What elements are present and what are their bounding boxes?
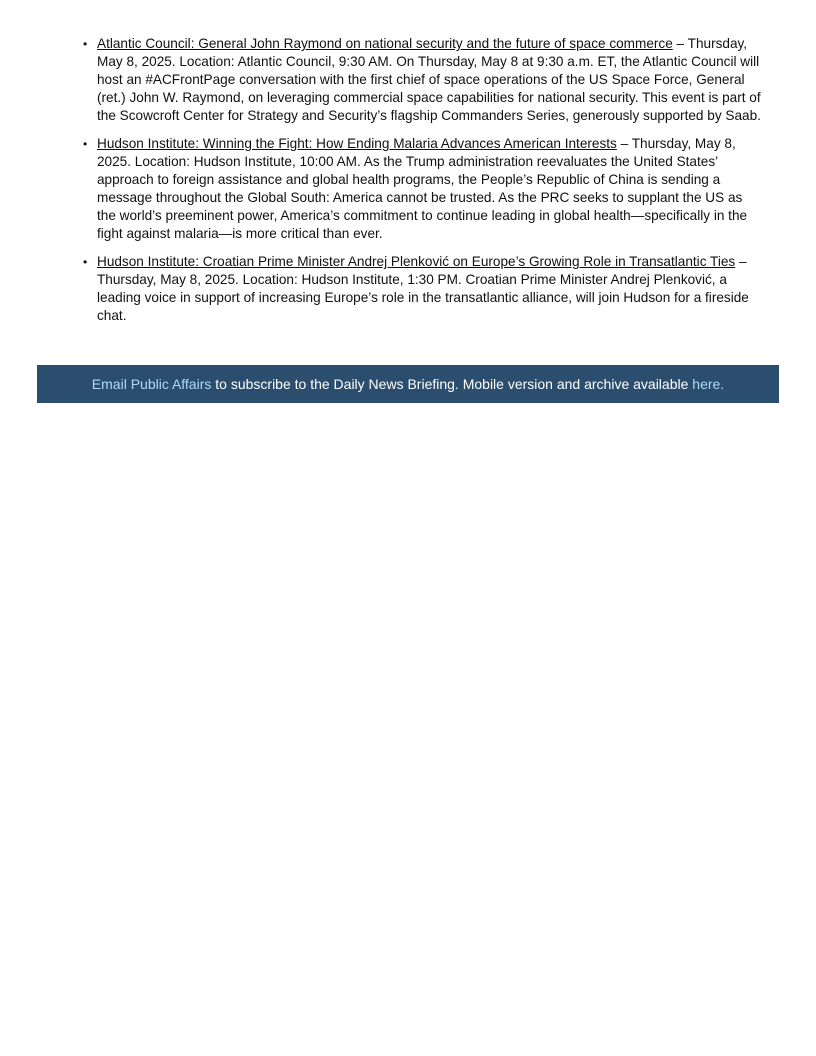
event-item [83,135,761,243]
event-details: – Thursday, May 8, 2025. Location: Atlantic Council, 9:30 AM. On Thursday, May 8 at 9:30 a.m. ET, the Atlantic Council will host an #ACFrontPage conversation with the first chief of space operations of the US Space Force, General (ret.) John W. Raymond, on leveraging commercial space capabilities for national security. This event is part of the Scowcroft Center for Strategy and Security’s flagship Commanders Series, generously supported by Saab. [97,36,761,123]
event-item [83,253,761,325]
event-details: – Thursday, May 8, 2025. Location: Hudson Institute, 10:00 AM. As the Trump administration reevaluates the United States’ approach to foreign assistance and global health programs, the People’s Republic of China is sending a message throughout the Global South: America cannot be trusted. As the PRC seeks to supplant the US as the world’s preeminent power, America’s commitment to continue leading in global health—specifically in the fight against malaria—is more critical than ever. [97,136,748,241]
subscribe-footer-banner [37,365,779,403]
bullet-icon: • [83,137,88,151]
event-title-link[interactable]: Hudson Institute: Winning the Fight: How Ending Malaria Advances American Interests [97,136,617,151]
event-item [83,35,761,125]
event-title-link[interactable]: Atlantic Council: General John Raymond on national security and the future of space commerce [97,36,673,51]
email-public-affairs-link[interactable]: Email Public Affairs [91,376,212,392]
bullet-icon: • [83,255,88,269]
event-details: – Thursday, May 8, 2025. Location: Hudson Institute, 1:30 PM. Croatian Prime Minister Andrej Plenković, a leading voice in support of increasing Europe’s role in the transatlantic alliance, will join Hudson for a fireside chat. [97,254,749,323]
footer-middle-text: to subscribe to the Daily News Briefing. Mobile version and archive available [211,376,693,392]
bullet-icon: • [83,37,88,51]
events-list [83,35,761,335]
archive-here-link[interactable]: here. [692,376,725,392]
footer-text [92,376,724,392]
event-title-link[interactable]: Hudson Institute: Croatian Prime Minister Andrej Plenković on Europe’s Growing Role in Transatlantic Ties [97,254,736,269]
